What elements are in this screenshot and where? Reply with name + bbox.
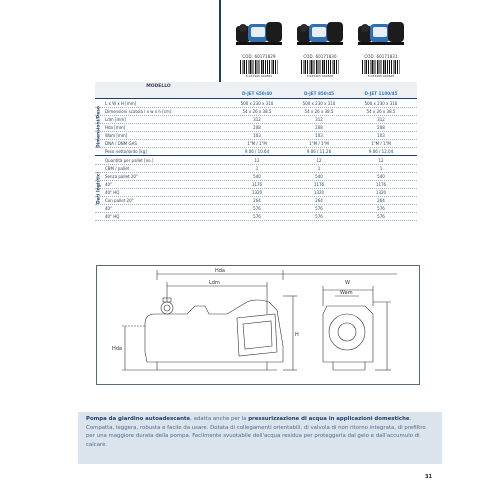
row-label: Dimensioni scatola l x w x h [cm] [105,108,172,114]
table-cell: 540 [253,173,261,179]
barcode [240,60,278,74]
model-name: D-JET 850/45 [303,91,335,96]
table-cell: 54 x 26 x 38.5 [366,108,396,114]
table-cell: 576 [315,213,323,219]
table-cell: 500 x 230 x 310 [240,100,274,106]
model-name: D-JET 1100/45 [364,91,398,96]
product-code: COD. 60171829 [242,54,276,59]
table-cell: 576 [315,205,323,211]
row-label: Quantità per pallet [no.] [105,157,154,163]
dim-label-hda: Hda [215,268,225,274]
product-description [78,412,442,464]
table-cell: 12 [254,157,260,163]
table-cell: 208 [377,124,385,130]
table-cell: 540 [377,173,385,179]
table-row [95,212,417,221]
row-label: 40" HQ [105,189,120,195]
table-cell: 12 [378,157,384,163]
barcode [301,60,339,74]
description-text: Pompa da giardino autoadescante, adatta anche per la pressurizzazione di acqua in applicazioni domestiche. Compatta, leggera, robusta e facile da usare. Dotata di collegamenti orientabili, di valvola di non ritorno integrata, di prefiltro per una maggiore durata della pompa. Facilmente svuotabile dell'acqua residua per proteggerla dal gelo e dall'accumulo di calcare. [86,416,426,448]
product-code: COD. 60171830 [303,54,337,59]
table-cell: 576 [253,213,261,219]
row-label: 40" HQ [105,213,120,219]
table-cell: 1320 [313,189,325,195]
product-card [228,18,290,80]
pump-product-image [356,18,406,46]
table-cell: 576 [377,213,385,219]
table-cell: 312 [377,116,385,122]
row-label: CBM / pallet [105,165,130,171]
table-cell: 1 [255,165,259,171]
row-label: Peso netto/lordo [kg] [105,148,147,154]
table-cell: 312 [253,116,261,122]
dim-label-w: W [345,280,350,286]
table-cell: 9.06 / 10.64 [244,148,270,154]
row-label: L x W x H [mm] [105,100,137,106]
product-card [289,18,351,80]
table-cell: 103 [315,132,323,138]
table-cell: 208 [253,124,261,130]
barcode [362,60,400,74]
row-label: 40" [105,181,112,187]
pump-product-image [295,18,345,46]
table-cell: 103 [253,132,261,138]
table-cell: 1 [379,165,383,171]
table-cell: 540 [315,173,323,179]
table-cell: 208 [315,124,323,130]
table-cell: 9.06 / 12.04 [368,148,394,154]
pump-product-image [234,18,284,46]
dim-label-wam: Wam [340,290,353,296]
page-number: 31 [425,474,432,480]
table-cell: 312 [315,116,323,122]
table-cell: 1"M / 1"M [309,140,329,146]
section-label: Dati logistici [96,171,102,205]
row-label: Wam [mm] [105,132,128,138]
barcode-number: 8 033405 000821 [245,74,273,78]
row-label: DNA / DNM GAS [105,140,137,146]
table-cell: 1320 [251,189,263,195]
table-cell: 9.06 / 11.26 [306,148,332,154]
row-label: Hda [mm] [105,124,126,130]
row-label: Con pallet 20" [105,197,134,203]
dim-label-h: H [295,332,299,338]
model-header: MODELLO [146,84,171,89]
barcode-number: 8 033405 000838 [306,74,334,78]
technical-drawing [96,265,420,385]
row-label: 40" [105,205,112,211]
table-cell: 500 x 230 x 310 [364,100,398,106]
table-cell: 264 [377,197,385,203]
section-label: Dimensioni/Peso [96,105,102,149]
table-cell: 1 [317,165,321,171]
header-divider [219,0,221,82]
product-card [350,18,412,80]
table-cell: 264 [315,197,323,203]
row-label: Senza pallet 20" [105,173,138,179]
table-cell: 12 [316,157,322,163]
table-cell: 500 x 230 x 310 [302,100,336,106]
dim-label-ldm: Ldm [209,280,220,286]
table-cell: 1"M / 1"M [371,140,391,146]
table-cell: 1176 [313,181,325,187]
table-cell: 54 x 26 x 38.5 [304,108,334,114]
table-cell: 576 [253,205,261,211]
pump-dimension-drawing [97,266,419,384]
table-cell: 54 x 26 x 38.5 [242,108,272,114]
table-header [95,82,417,98]
table-cell: 103 [377,132,385,138]
table-cell: 576 [377,205,385,211]
row-label: Ldm [mm] [105,116,126,122]
table-cell: 1"M / 1"M [247,140,267,146]
table-cell: 264 [253,197,261,203]
table-cell: 1176 [251,181,263,187]
product-code: COD. 60171831 [364,54,398,59]
table-cell: 1176 [375,181,387,187]
table-cell: 1320 [375,189,387,195]
dim-label-hdm: Hda [112,346,122,352]
model-name: D-JET 650/40 [241,91,273,96]
barcode-number: 8 033405 000845 [367,74,395,78]
